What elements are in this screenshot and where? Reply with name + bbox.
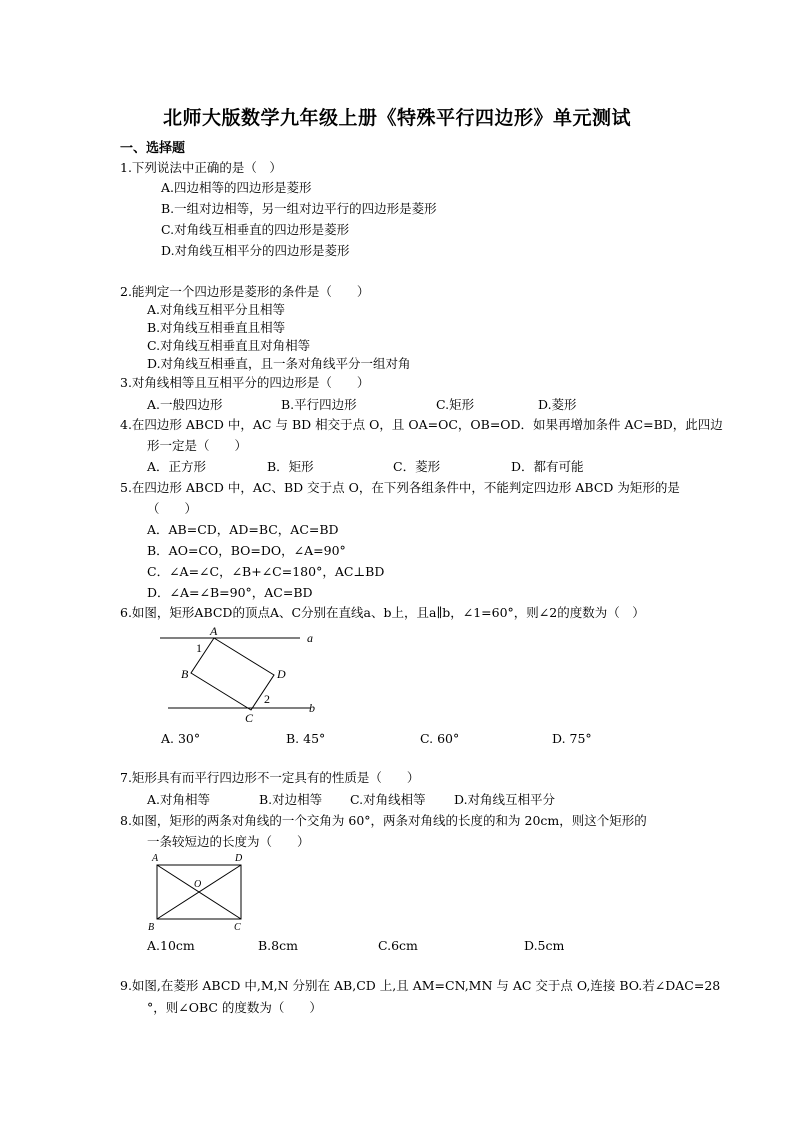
question-6-option-c[interactable]: C. 60° xyxy=(420,731,460,746)
question-7-option-b[interactable]: B.对边相等 xyxy=(259,792,323,807)
question-5-stem-line2: （ ） xyxy=(147,501,198,516)
question-1-option-d[interactable]: D.对角线互相平分的四边形是菱形 xyxy=(161,243,350,258)
question-1-stem: 1.下列说法中正确的是（ ） xyxy=(120,160,282,175)
rectangle-abcd xyxy=(191,638,274,710)
question-1-option-b[interactable]: B.一组对边相等，另一组对边平行的四边形是菱形 xyxy=(161,201,437,216)
question-5-option-d[interactable]: D．∠A=∠B=90°，AC=BD xyxy=(147,585,313,600)
question-4-stem-line2: 形一定是（ ） xyxy=(147,438,248,453)
question-5-stem-line1: 5.在四边形 ABCD 中，AC、BD 交于点 O，在下列各组条件中，不能判定四边形 ABCD 为矩形的是 xyxy=(120,480,680,495)
label-b-vertex: B xyxy=(181,667,189,681)
question-8-figure xyxy=(145,850,255,934)
question-7-option-d[interactable]: D.对角线互相平分 xyxy=(454,792,556,807)
question-7-option-a[interactable]: A.对角相等 xyxy=(147,792,211,807)
question-8-option-d[interactable]: D.5cm xyxy=(524,938,565,953)
section-heading: 一、选择题 xyxy=(120,141,186,156)
label-line-a: a xyxy=(307,631,313,645)
question-3-stem: 3.对角线相等且互相平分的四边形是（ ） xyxy=(120,375,370,390)
question-6-option-a[interactable]: A. 30° xyxy=(161,731,201,746)
page-title: 北师大版数学九年级上册《特殊平行四边形》单元测试 xyxy=(162,107,631,129)
question-6-figure xyxy=(150,624,330,724)
label-d-vertex: D xyxy=(277,667,286,681)
question-6-stem: 6.如图，矩形ABCD的顶点A、C分别在直线a、b上，且a∥b，∠1=60°，则∠2的度数为（ ） xyxy=(120,605,645,620)
question-2-option-c[interactable]: C.对角线互相垂直且对角相等 xyxy=(147,338,311,353)
label-c-vertex: C xyxy=(234,922,241,933)
label-c-vertex: C xyxy=(245,711,254,724)
question-2-option-a[interactable]: A.对角线互相平分且相等 xyxy=(147,302,286,317)
question-3-option-a[interactable]: A.一般四边形 xyxy=(147,397,223,412)
question-4-option-c[interactable]: C．菱形 xyxy=(393,459,441,474)
question-7-option-c[interactable]: C.对角线相等 xyxy=(350,792,426,807)
question-8-option-c[interactable]: C.6cm xyxy=(378,938,418,953)
question-1-option-c[interactable]: C.对角线互相垂直的四边形是菱形 xyxy=(161,222,350,237)
question-2-stem: 2.能判定一个四边形是菱形的条件是（ ） xyxy=(120,284,370,299)
question-9-stem-line1: 9.如图,在菱形 ABCD 中,M,N 分别在 AB,CD 上,且 AM=CN,MN 与 AC 交于点 O,连接 BO.若∠DAC=28 xyxy=(120,978,721,993)
question-8-option-b[interactable]: B.8cm xyxy=(258,938,298,953)
question-4-option-d[interactable]: D．都有可能 xyxy=(511,459,584,474)
label-b-vertex: B xyxy=(148,922,155,933)
label-line-b: b xyxy=(309,701,315,715)
question-8-option-a[interactable]: A.10cm xyxy=(147,938,195,953)
question-4-option-a[interactable]: A．正方形 xyxy=(147,459,207,474)
question-7-stem: 7.矩形具有而平行四边形不一定具有的性质是（ ） xyxy=(120,770,420,785)
question-2-option-b[interactable]: B.对角线互相垂直且相等 xyxy=(147,320,286,335)
question-3-option-b[interactable]: B.平行四边形 xyxy=(281,397,357,412)
question-5-option-c[interactable]: C．∠A=∠C，∠B+∠C=180°，AC⊥BD xyxy=(147,564,385,579)
question-9-stem-line2: °，则∠OBC 的度数为（ ） xyxy=(147,1000,322,1015)
question-4-option-b[interactable]: B．矩形 xyxy=(267,459,314,474)
label-o-center: O xyxy=(194,879,202,890)
question-8-stem-line2: 一条较短边的长度为（ ） xyxy=(147,834,310,849)
question-3-option-c[interactable]: C.矩形 xyxy=(436,397,475,412)
question-6-option-d[interactable]: D. 75° xyxy=(552,731,592,746)
label-a-vertex: A xyxy=(210,624,218,638)
question-8-stem-line1: 8.如图，矩形的两条对角线的一个交角为 60°，两条对角线的长度的和为 20cm，则这个矩形的 xyxy=(120,813,647,828)
label-angle-1: 1 xyxy=(196,641,202,655)
question-6-option-b[interactable]: B. 45° xyxy=(286,731,326,746)
label-a-vertex: A xyxy=(152,853,159,864)
question-5-option-a[interactable]: A．AB=CD，AD=BC，AC=BD xyxy=(147,522,339,537)
label-angle-2: 2 xyxy=(264,692,270,706)
question-3-option-d[interactable]: D.菱形 xyxy=(538,397,577,412)
question-1-option-a[interactable]: A.四边相等的四边形是菱形 xyxy=(161,180,312,195)
question-5-option-b[interactable]: B．AO=CO，BO=DO，∠A=90° xyxy=(147,543,346,558)
question-2-option-d[interactable]: D.对角线互相垂直，且一条对角线平分一组对角 xyxy=(147,356,411,371)
label-d-vertex: D xyxy=(235,853,243,864)
question-4-stem-line1: 4.在四边形 ABCD 中，AC 与 BD 相交于点 O，且 OA=OC，OB=OD．如果再增加条件 AC=BD，此四边 xyxy=(120,417,723,432)
